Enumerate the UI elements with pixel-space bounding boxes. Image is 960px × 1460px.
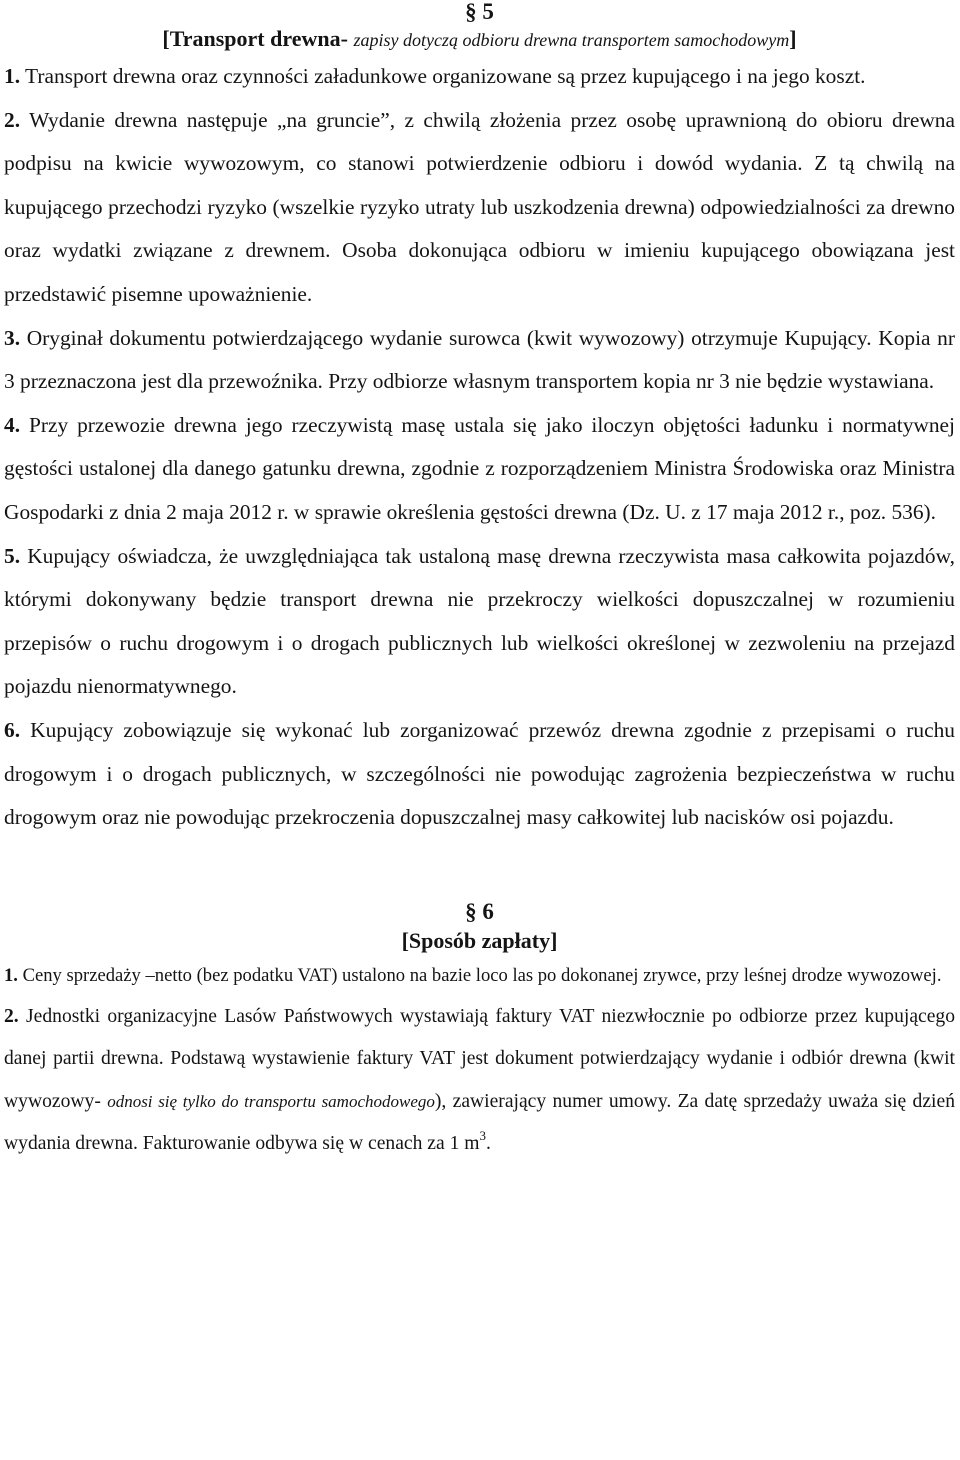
section-spacer	[4, 840, 955, 898]
paragraph-5-5	[4, 535, 955, 709]
item-text: Wydanie drewna następuje „na gruncie”, z chwilą złożenia przez osobę uprawnioną do obioru drewna podpisu na kwicie wywozowym, co stanowi potwierdzenie odbioru i dowód wydania. Z tą chwilą na kupującego przechodzi ryzyko (wszelkie ryzyko utraty lub uszkodzenia drewna) odpowiedzialności za drewno oraz wydatki związane z drewnem. Osoba dokonująca odbioru w imieniu kupującego obowiązana jest przedstawić pisemne upoważnienie.	[4, 107, 955, 306]
paragraph-6-1	[4, 956, 955, 996]
item-number: 5.	[4, 543, 21, 568]
item-text-before: Jednostki organizacyjne Lasów Państwowych wystawiają faktury VAT niezwłocznie po odbiorze przez kupującego danej partii drewna. Podstawą wystawienie faktury VAT jest dokument potwierdzający wydanie i odbiór drewna (kwit wywozowy-	[4, 1005, 955, 1112]
item-number: 3.	[4, 325, 21, 350]
section-5-title-italic: zapisy dotyczą odbioru drewna transportem samochodowym	[353, 30, 790, 50]
item-text-after: ), zawierający numer umowy. Za datę sprzedaży uważa się dzień wydania drewna. Fakturowanie odbywa się w cenach za 1 m	[4, 1090, 955, 1155]
item-text-italic: odnosi się tylko do transportu samochodowego	[107, 1091, 435, 1111]
paragraph-5-2	[4, 99, 955, 317]
paragraph-6-2	[4, 996, 955, 1166]
paragraph-5-6	[4, 709, 955, 840]
item-number: 1.	[4, 964, 18, 986]
item-number: 6.	[4, 717, 21, 742]
item-text: Ceny sprzedaży –netto (bez podatku VAT) ustalono na bazie loco las po dokonanej zrywce, przy leśnej drodze wywozowej.	[22, 964, 942, 986]
item-text-end: .	[486, 1133, 491, 1155]
section-6-body	[4, 956, 955, 1166]
item-text: Kupujący zobowiązuje się wykonać lub zorganizować przewóz drewna zgodnie z przepisami o ruchu drogowym i o drogach publicznych, w szczególności nie powodując zagrożenia bezpieczeństwa w ruchu drogowym oraz nie powodując przekroczenia dopuszczalnej masy całkowitej lub nacisków osi pojazdu.	[4, 717, 955, 830]
section-5-title-bold: [Transport drewna-	[162, 26, 348, 51]
section-6-heading: § 6	[465, 898, 494, 924]
item-number: 2.	[4, 1005, 19, 1027]
item-text: Kupujący oświadcza, że uwzględniająca tak ustaloną masę drewna rzeczywista masa całkowita pojazdów, którymi dokonywany będzie transport drewna nie przekroczy wielkości dopuszczalnej w rozumieniu przepisów o ruchu drogowym i o drogach publicznych lub wielkości określonej w zezwoleniu na przejazd pojazdu nienormatywnego.	[4, 543, 955, 699]
item-number: 2.	[4, 107, 21, 132]
item-number: 1.	[4, 64, 21, 88]
item-text: Przy przewozie drewna jego rzeczywistą masę ustala się jako iloczyn objętości ładunku i normatywnej gęstości ustalonej dla danego gatunku drewna, zgodnie z rozporządzeniem Ministra Środowiska oraz Ministra Gospodarki z dnia 2 maja 2012 r. w sprawie określenia gęstości drewna (Dz. U. z 17 maja 2012 r., poz. 536).	[4, 412, 955, 524]
document-page	[4, 0, 955, 1166]
section-5-heading: § 5	[465, 0, 494, 24]
paragraph-5-1	[4, 55, 955, 99]
item-text: Oryginał dokumentu potwierdzającego wydanie surowca (kwit wywozowy) otrzymuje Kupujący. Kopia nr 3 przeznaczona jest dla przewoźnika. Przy odbiorze własnym transportem kopia nr 3 nie będzie wystawiana.	[4, 325, 955, 394]
paragraph-5-3	[4, 317, 955, 404]
superscript-cubic: 3	[479, 1128, 487, 1144]
section-5-title-close: ]	[789, 26, 797, 51]
section-5-body	[4, 55, 955, 840]
item-number: 4.	[4, 412, 21, 437]
section-5-title	[4, 24, 955, 55]
paragraph-5-4	[4, 404, 955, 535]
item-text: Transport drewna oraz czynności załadunkowe organizowane są przez kupującego i na jego koszt.	[25, 64, 866, 88]
section-6-title: [Sposób zapłaty]	[401, 927, 558, 953]
